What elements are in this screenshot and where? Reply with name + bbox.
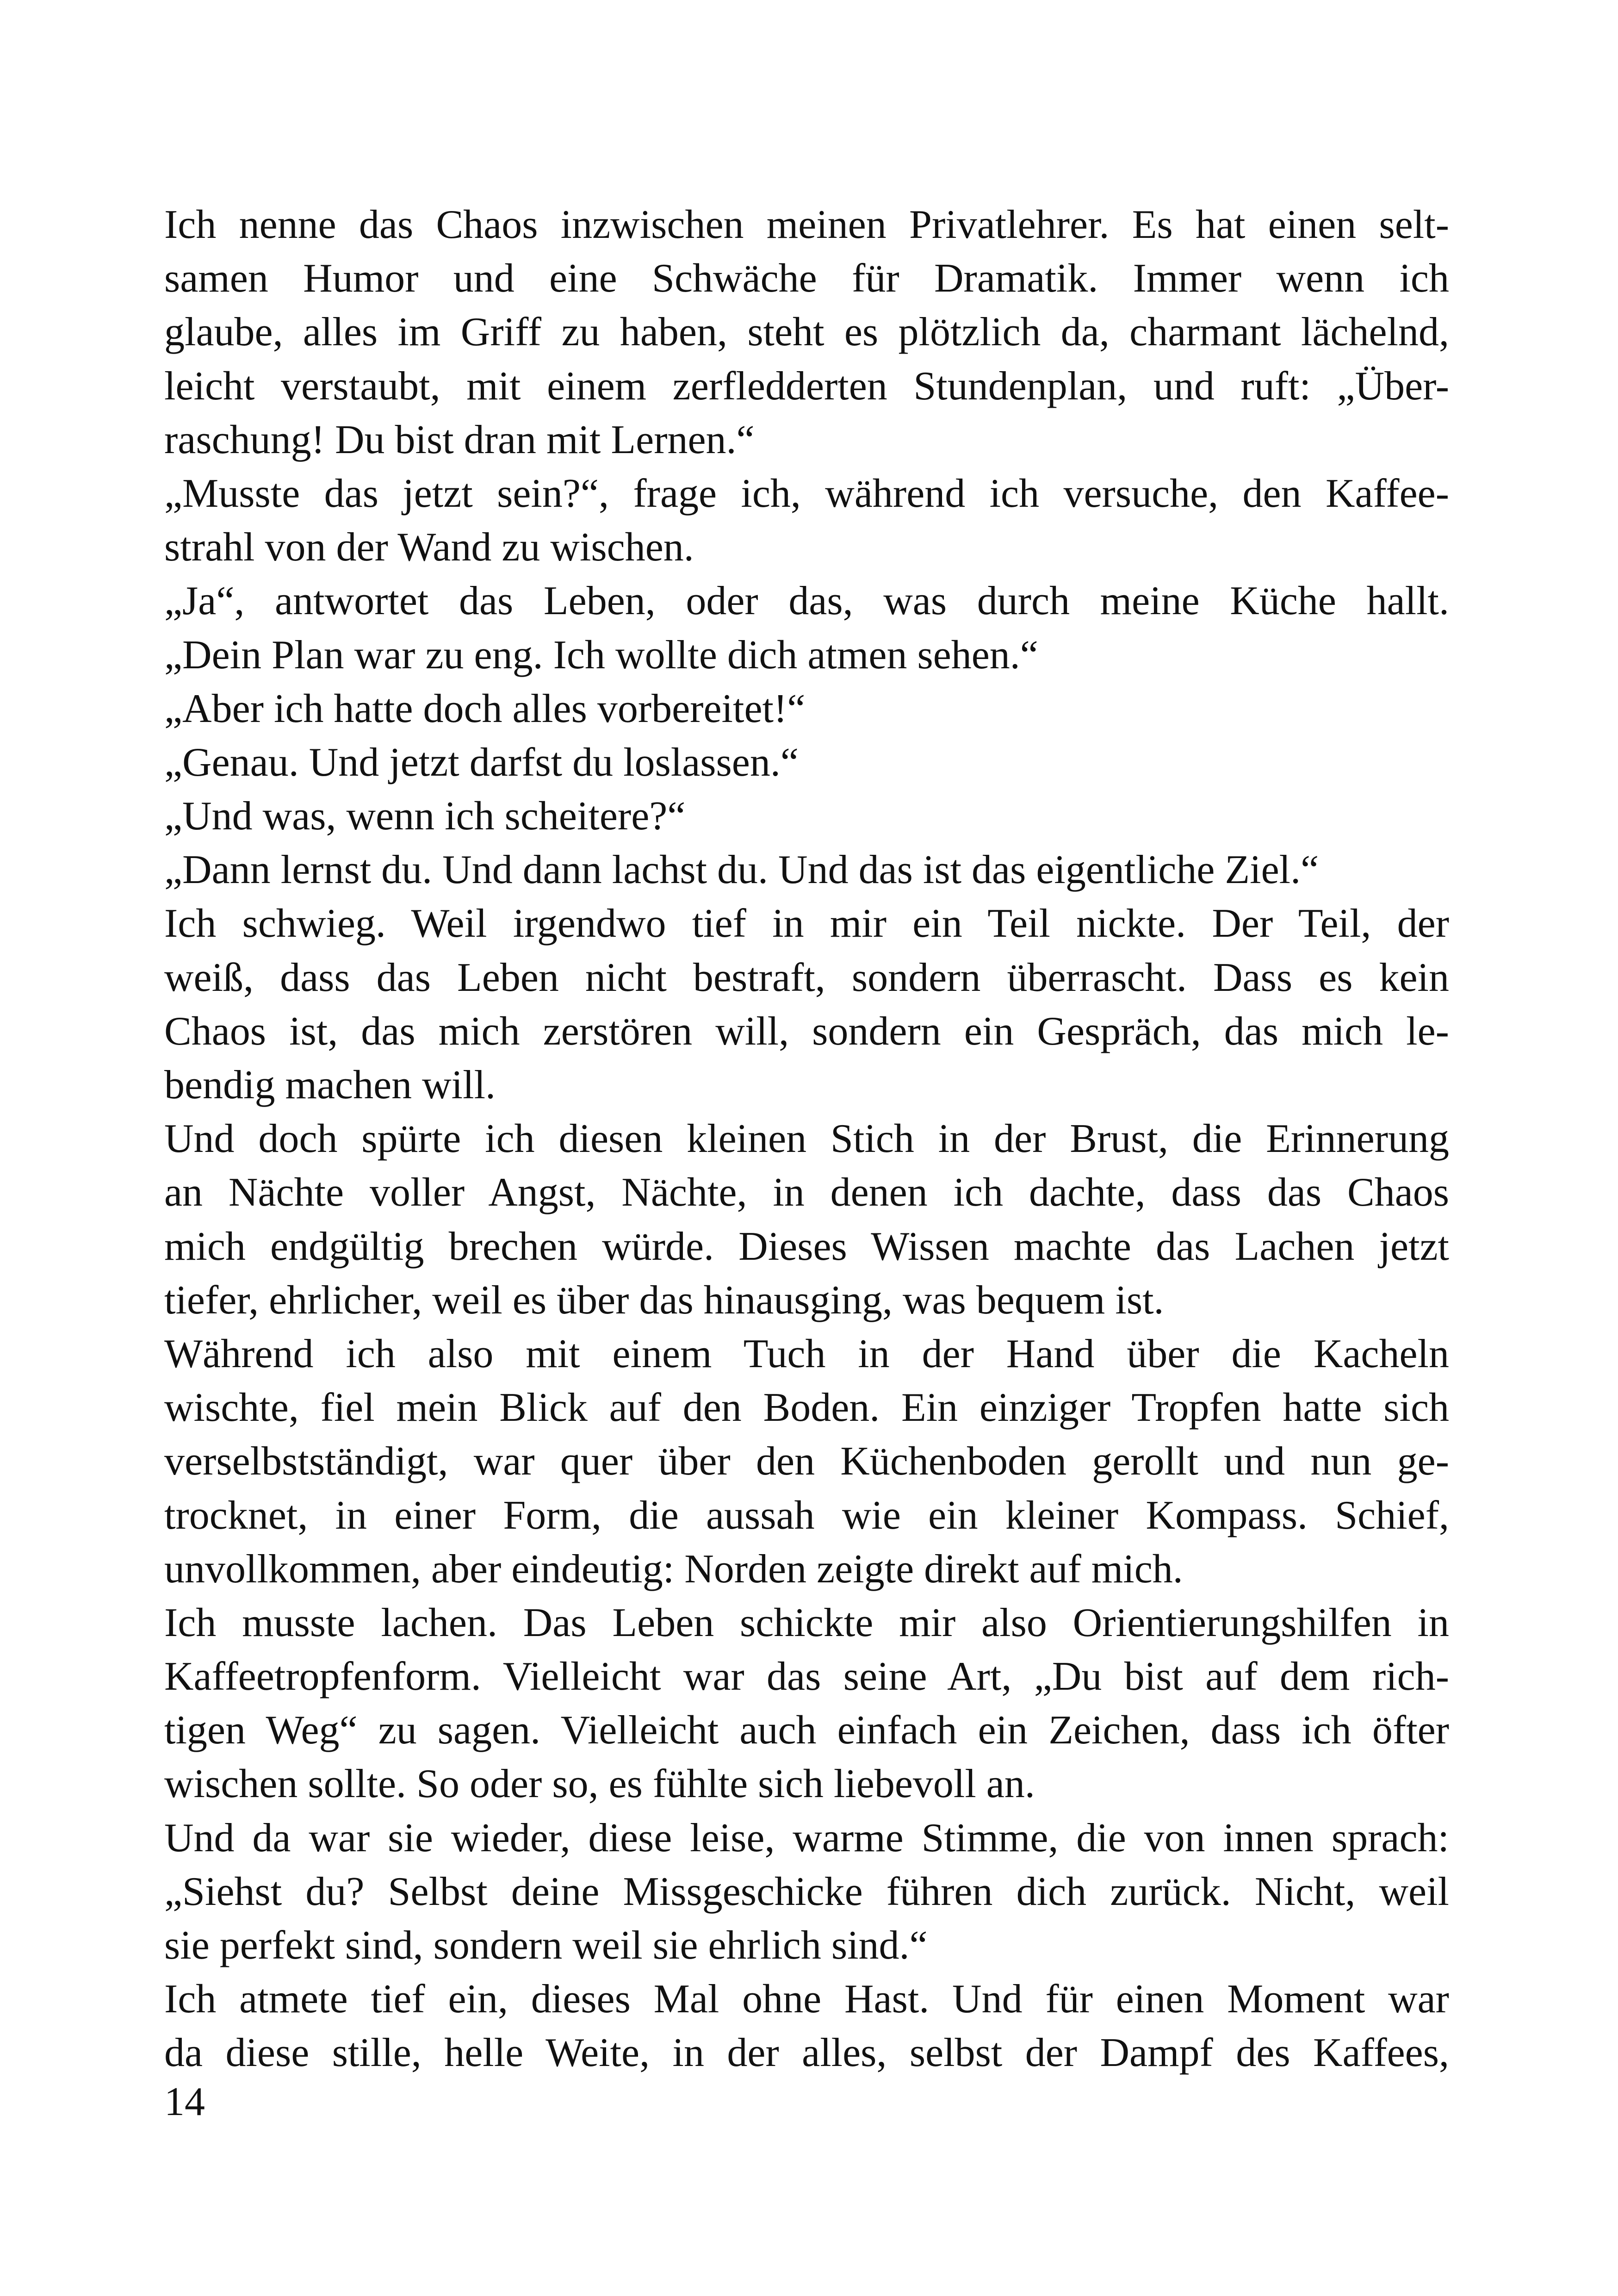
text-line: „Dein Plan war zu eng. Ich wollte dich atmen sehen.“ [164,632,1038,678]
text-line: „Siehst du? Selbst deine Missgeschicke führen dich zurück. Nicht, weil [164,1869,1449,1914]
text-line: „Genau. Und jetzt darfst du loslassen.“ [164,740,799,785]
text-line: Ich schwieg. Weil irgendwo tief in mir ein Teil nickte. Der Teil, der [164,901,1449,946]
text-line: wischen sollte. So oder so, es fühlte sich liebevoll an. [164,1761,1035,1807]
text-line: „Musste das jetzt sein?“, frage ich, während ich versuche, den Kaffee- [164,471,1449,516]
text-line: glaube, alles im Griff zu haben, steht es plötzlich da, charmant lächelnd, [164,310,1449,355]
text-line: sie perfekt sind, sondern weil sie ehrlich sind.“ [164,1923,928,1968]
text-line: Ich atmete tief ein, dieses Mal ohne Hast. Und für einen Moment war [164,1977,1449,2022]
text-line: „Aber ich hatte doch alles vorbereitet!“ [164,686,806,731]
text-line: raschung! Du bist dran mit Lernen.“ [164,417,755,462]
text-line: verselbstständigt, war quer über den Küchenboden gerollt und nun ge- [164,1439,1449,1484]
text-line: Ich nenne das Chaos inzwischen meinen Privatlehrer. Es hat einen selt- [164,202,1449,247]
text-line: an Nächte voller Angst, Nächte, in denen ich dachte, dass das Chaos [164,1170,1449,1215]
text-line: weiß, dass das Leben nicht bestraft, sondern überrascht. Dass es kein [164,955,1449,1000]
text-line: leicht verstaubt, mit einem zerfledderten Stundenplan, und ruft: „Über- [164,363,1449,409]
text-line: Kaffeetropfenform. Vielleicht war das seine Art, „Du bist auf dem rich- [164,1654,1449,1699]
body-text [164,198,1449,2080]
text-line: „Dann lernst du. Und dann lachst du. Und das ist das eigentliche Ziel.“ [164,847,1319,893]
text-line: Ich musste lachen. Das Leben schickte mir also Orientierungshilfen in [164,1600,1449,1645]
text-line: wischte, fiel mein Blick auf den Boden. Ein einziger Tropfen hatte sich [164,1385,1449,1431]
text-line: tiefer, ehrlicher, weil es über das hinausging, was bequem ist. [164,1277,1164,1323]
text-line: Und doch spürte ich diesen kleinen Stich in der Brust, die Erinnerung [164,1116,1449,1162]
text-line: tigen Weg“ zu sagen. Vielleicht auch einfach ein Zeichen, dass ich öfter [164,1708,1449,1753]
text-line: unvollkommen, aber eindeutig: Norden zeigte direkt auf mich. [164,1546,1183,1592]
text-line: „Ja“, antwortet das Leben, oder das, was durch meine Küche hallt. [164,579,1449,624]
text-line: bendig machen will. [164,1063,496,1108]
text-line: „Und was, wenn ich scheitere?“ [164,794,686,839]
text-line: mich endgültig brechen würde. Dieses Wissen machte das Lachen jetzt [164,1224,1449,1269]
text-line: da diese stille, helle Weite, in der alles, selbst der Dampf des Kaffees, [164,2030,1449,2076]
text-line: Und da war sie wieder, diese leise, warme Stimme, die von innen sprach: [164,1815,1449,1860]
text-line: Chaos ist, das mich zerstören will, sondern ein Gespräch, das mich le- [164,1008,1449,1054]
text-line: trocknet, in einer Form, die aussah wie ein kleiner Kompass. Schief, [164,1493,1449,1538]
text-line: samen Humor und eine Schwäche für Dramatik. Immer wenn ich [164,256,1449,301]
text-line: strahl von der Wand zu wischen. [164,525,694,570]
page-number: 14 [164,2079,205,2124]
text-line: Während ich also mit einem Tuch in der Hand über die Kacheln [164,1331,1449,1376]
